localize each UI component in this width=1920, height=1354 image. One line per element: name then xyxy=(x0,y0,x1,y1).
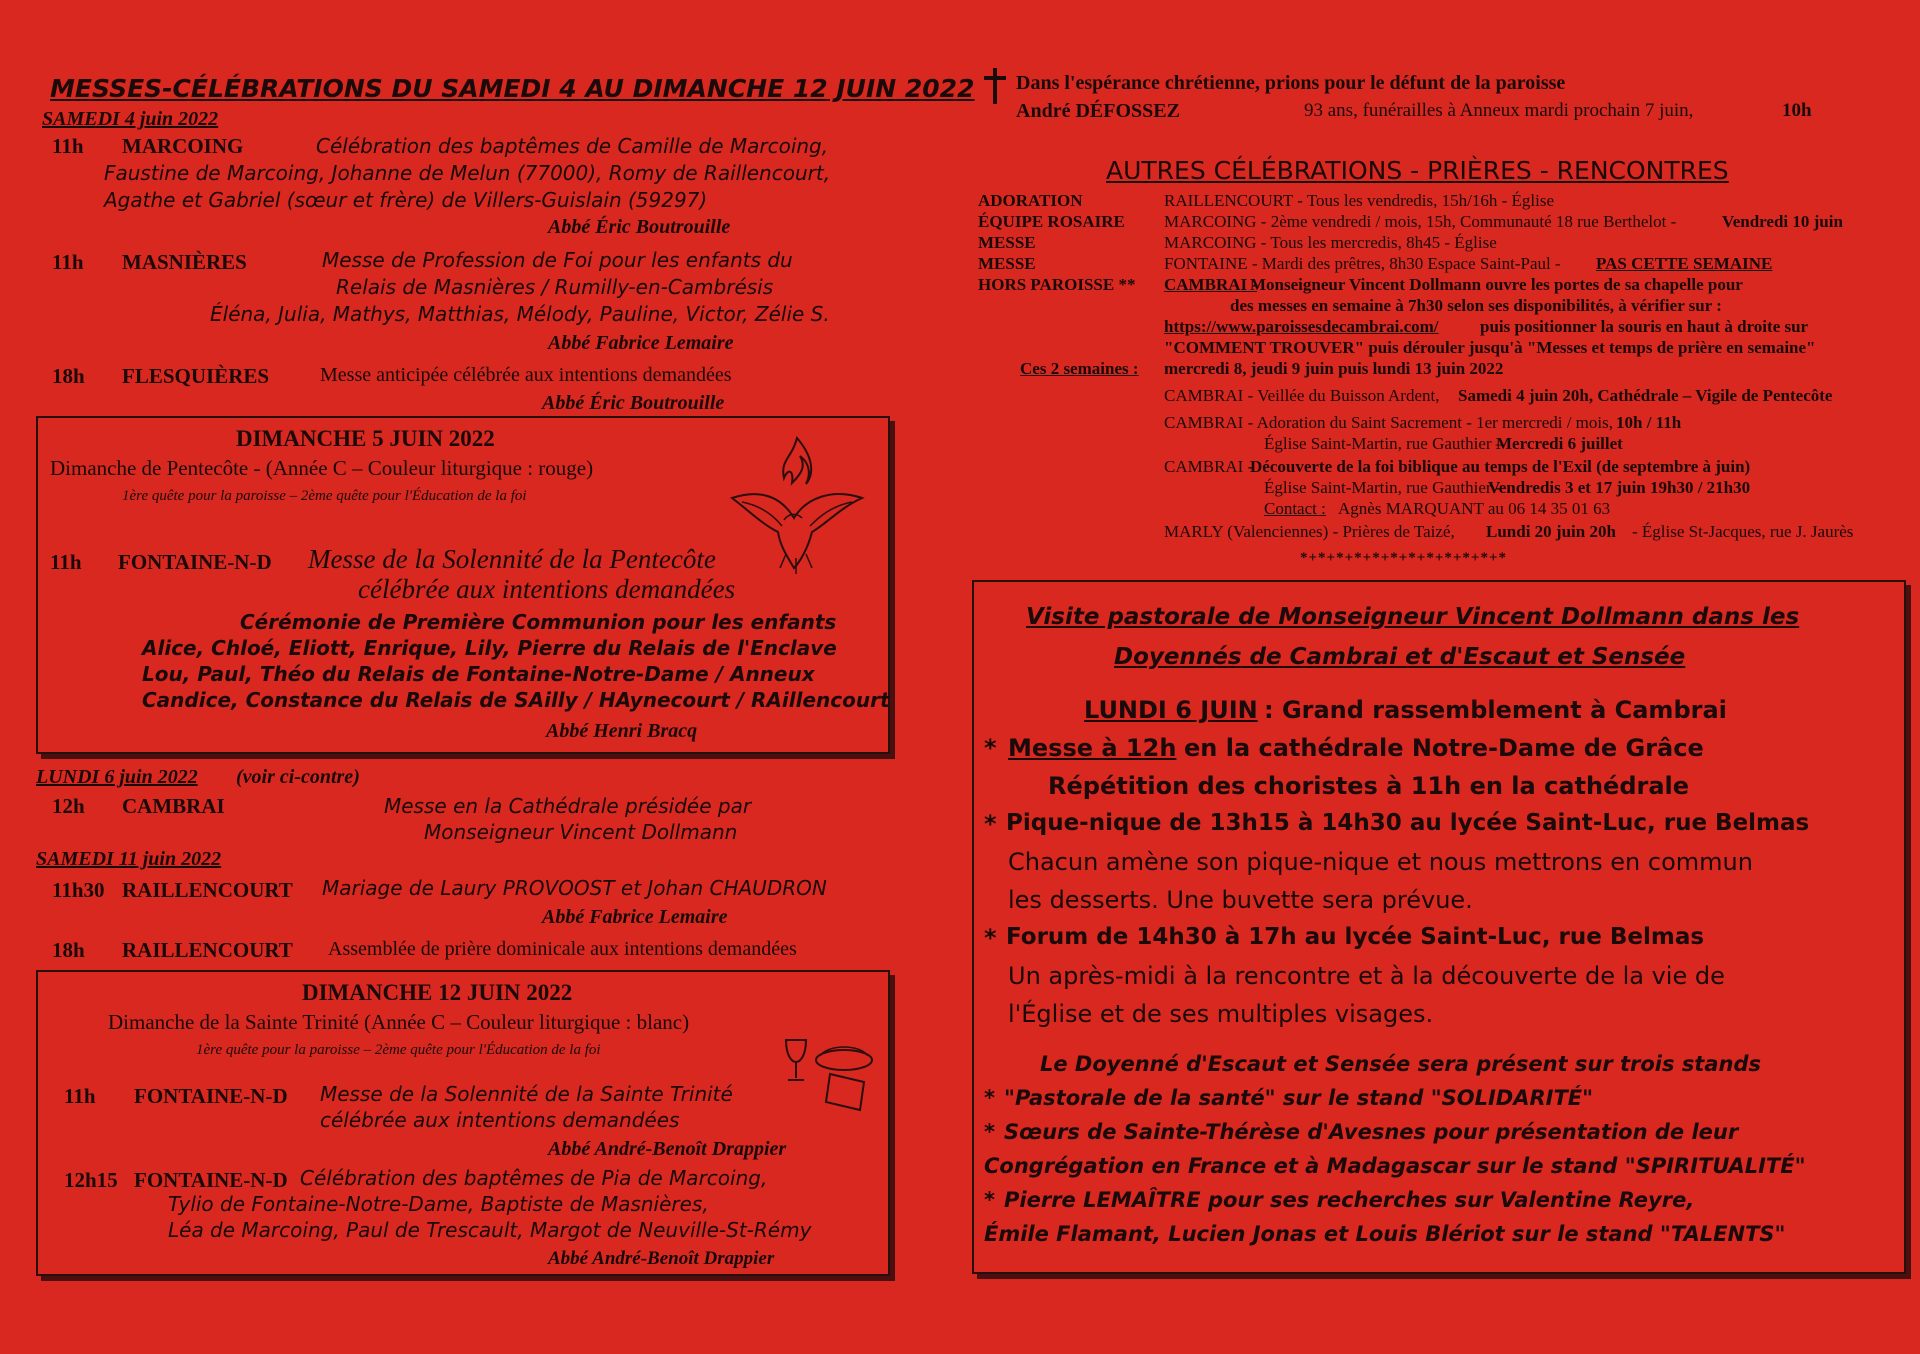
day-heading-sat4: SAMEDI 4 juin 2022 xyxy=(42,108,219,130)
divider-ornament: *+*+*+*+*+*+*+*+*+*+*+* xyxy=(1300,550,1508,566)
bullet: * xyxy=(984,924,997,952)
cambrai-item-bold: Mercredi 6 juillet xyxy=(1496,434,1623,453)
sunday-5-box xyxy=(36,416,890,754)
day-heading-mon6: LUNDI 6 juin 2022 xyxy=(36,766,198,788)
day-note: (voir ci-contre) xyxy=(236,766,360,788)
doyenne-intro: Le Doyenné d'Escaut et Sensée sera présent sur trois stands xyxy=(1040,1052,1762,1076)
cambrai-item: CAMBRAI - xyxy=(1164,457,1254,476)
event-time: 11h xyxy=(50,550,82,574)
event-title: Messe de la Solennité de la Pentecôte xyxy=(308,544,716,574)
box-heading: DIMANCHE 12 JUIN 2022 xyxy=(302,980,573,1005)
priest-name: Abbé Fabrice Lemaire xyxy=(548,332,734,354)
priest-name: Abbé Fabrice Lemaire xyxy=(542,906,728,928)
main-title: MESSES-CÉLÉBRATIONS DU SAMEDI 4 AU DIMANCHE 12 JUIN 2022 xyxy=(50,74,975,103)
event-place: FONTAINE-N-D xyxy=(134,1084,288,1108)
row-label: MESSE xyxy=(978,233,1036,252)
box-subtitle: Dimanche de Pentecôte - (Année C – Couleur liturgique : rouge) xyxy=(50,456,594,480)
event-text: Tylio de Fontaine-Notre-Dame, Baptiste de Masnières, xyxy=(168,1192,709,1216)
sunday-12-box xyxy=(36,970,890,1276)
visite-title: Visite pastorale de Monseigneur Vincent Dollmann dans les xyxy=(1026,604,1800,630)
event-time: 18h xyxy=(52,938,85,962)
visite-text: les desserts. Une buvette sera prévue. xyxy=(1008,886,1473,914)
stand-text: "Pastorale de la santé" sur le stand "SOLIDARITÉ" xyxy=(1004,1086,1594,1110)
cambrai-item-bold: Découverte de la foi biblique au temps de l'Exil (de septembre à juin) xyxy=(1250,457,1751,476)
visite-text: Pique-nique de 13h15 à 14h30 au lycée Saint-Luc, rue Belmas xyxy=(1006,810,1810,836)
hors-text: puis positionner la souris en haut à droite sur xyxy=(1480,317,1809,336)
visite-text: l'Église et de ses multiples visages. xyxy=(1008,1000,1434,1028)
cambrai-item: CAMBRAI - Veillée du Buisson Ardent, xyxy=(1164,386,1440,405)
weeks-label: Ces 2 semaines : xyxy=(1020,359,1139,378)
cambrai-item: CAMBRAI - Adoration du Saint Sacrement - 1er mercredi / mois, xyxy=(1164,413,1613,432)
row-bold: PAS CETTE SEMAINE xyxy=(1596,254,1773,273)
event-time: 11h xyxy=(52,250,84,274)
lundi-date: LUNDI 6 JUIN xyxy=(1084,696,1258,724)
stand-text: Pierre LEMAÎTRE pour ses recherches sur Valentine Reyre, xyxy=(1004,1188,1695,1212)
event-time: 12h xyxy=(52,794,85,818)
row-text: FONTAINE - Mardi des prêtres, 8h30 Espace Saint-Paul - xyxy=(1164,254,1561,273)
cambrai-item-bold: Samedi 4 juin 20h, Cathédrale – Vigile de Pentecôte xyxy=(1458,386,1833,405)
cambrai-item: Église Saint-Martin, rue Gauthier - xyxy=(1264,478,1502,497)
cambrai-item-bold: Lundi 20 juin 20h xyxy=(1486,522,1616,541)
event-place: FONTAINE-N-D xyxy=(118,550,272,574)
day-heading-sat11: SAMEDI 11 juin 2022 xyxy=(36,848,222,870)
chalice-bread-icon xyxy=(780,1034,880,1124)
cambrai-item: Église Saint-Martin, rue Gauthier – xyxy=(1264,434,1505,453)
event-time: 11h xyxy=(52,134,84,158)
event-text: Célébration des baptêmes de Camille de Marcoing, xyxy=(316,134,829,158)
event-time: 12h15 xyxy=(64,1168,118,1192)
event-text: Éléna, Julia, Mathys, Matthias, Mélody, Pauline, Victor, Zélie S. xyxy=(210,302,830,326)
stand-text: Congrégation en France et à Madagascar sur le stand "SPIRITUALITÉ" xyxy=(984,1154,1806,1178)
event-text: Messe de Profession de Foi pour les enfants du xyxy=(322,248,793,272)
cambrai-item: - Église St-Jacques, rue J. Jaurès xyxy=(1632,522,1854,541)
hors-text: mercredi 8, jeudi 9 juin puis lundi 13 juin 2022 xyxy=(1164,359,1504,378)
right-page xyxy=(960,0,1920,1354)
box-subtitle: Dimanche de la Sainte Trinité (Année C – Couleur liturgique : blanc) xyxy=(108,1010,690,1034)
autres-title: AUTRES CÉLÉBRATIONS - PRIÈRES - RENCONTRES xyxy=(1106,156,1729,185)
event-text: Messe de la Solennité de la Sainte Trinité xyxy=(320,1082,733,1106)
bullet: * xyxy=(984,1086,995,1110)
box-heading: DIMANCHE 5 JUIN 2022 xyxy=(236,426,495,451)
dove-flame-icon xyxy=(722,428,872,578)
hors-text: "COMMENT TROUVER" puis dérouler jusqu'à "Messes et temps de prière en semaine" xyxy=(1164,338,1816,357)
lundi-text: : Grand rassemblement à Cambrai xyxy=(1264,696,1727,724)
defunt-intro: Dans l'espérance chrétienne, prions pour le défunt de la paroisse xyxy=(1016,72,1566,94)
bullet: * xyxy=(984,734,997,762)
hors-text: des messes en semaine à 7h30 selon ses disponibilités, à vérifier sur : xyxy=(1230,296,1722,315)
hors-text: Monseigneur Vincent Dollmann ouvre les portes de sa chapelle pour xyxy=(1250,275,1743,294)
visite-box xyxy=(972,580,1906,1274)
row-bold: Vendredi 10 juin xyxy=(1722,212,1843,231)
event-text: Messe anticipée célébrée aux intentions demandées xyxy=(320,364,732,386)
cambrai-item-bold: 10h / 11h xyxy=(1616,413,1682,432)
priest-name: Abbé André-Benoît Drappier xyxy=(548,1248,775,1269)
defunt-name: André DÉFOSSEZ xyxy=(1016,100,1180,122)
cross-icon xyxy=(980,66,1010,106)
priest-name: Abbé André-Benoît Drappier xyxy=(548,1138,787,1160)
event-place: MARCOING xyxy=(122,134,244,158)
contact-text: Agnès MARQUANT au 06 14 35 01 63 xyxy=(1338,499,1611,518)
row-label: ADORATION xyxy=(978,191,1083,210)
event-text: Relais de Masnières / Rumilly-en-Cambrésis xyxy=(336,275,774,299)
event-place: MASNIÈRES xyxy=(122,250,247,274)
row-label: ÉQUIPE ROSAIRE xyxy=(978,212,1125,231)
bullet: * xyxy=(984,810,997,838)
row-text: MARCOING - Tous les mercredis, 8h45 - Église xyxy=(1164,233,1497,252)
event-place: FONTAINE-N-D xyxy=(134,1168,288,1192)
stand-text: Sœurs de Sainte-Thérèse d'Avesnes pour présentation de leur xyxy=(1004,1120,1739,1144)
row-text: RAILLENCOURT - Tous les vendredis, 15h/16h - Église xyxy=(1164,191,1555,210)
event-text: Léa de Marcoing, Paul de Trescault, Margot de Neuville-St-Rémy xyxy=(168,1218,812,1242)
row-label: MESSE xyxy=(978,254,1036,273)
cambrai-item-bold: Vendredis 3 et 17 juin 19h30 / 21h30 xyxy=(1488,478,1751,497)
event-text: Faustine de Marcoing, Johanne de Melun (77000), Romy de Raillencourt, xyxy=(104,161,831,185)
defunt-info: 93 ans, funérailles à Anneux mardi prochain 7 juin, xyxy=(1304,100,1694,121)
collection-note: 1ère quête pour la paroisse – 2ème quête pour l'Éducation de la foi xyxy=(122,488,527,504)
priest-name: Abbé Éric Boutrouille xyxy=(542,392,725,414)
visite-text: en la cathédrale Notre-Dame de Grâce xyxy=(1184,734,1704,762)
event-text: Messe en la Cathédrale présidée par xyxy=(384,794,752,818)
event-text: Lou, Paul, Théo du Relais de Fontaine-Notre-Dame / Anneux xyxy=(142,662,815,686)
event-place: CAMBRAI xyxy=(122,794,225,818)
event-place: RAILLENCOURT xyxy=(122,938,293,962)
event-title: célébrée aux intentions demandées xyxy=(358,574,736,604)
website-link[interactable]: https://www.paroissesdecambrai.com/ xyxy=(1164,317,1439,336)
visite-text: Répétition des choristes à 11h en la cathédrale xyxy=(1048,772,1690,800)
bullet: * xyxy=(984,1120,995,1144)
event-time: 18h xyxy=(52,364,85,388)
priest-name: Abbé Éric Boutrouille xyxy=(548,216,731,238)
event-text: Célébration des baptêmes de Pia de Marcoing, xyxy=(300,1166,768,1190)
event-place: RAILLENCOURT xyxy=(122,878,293,902)
event-time: 11h xyxy=(64,1084,96,1108)
visite-text: Un après-midi à la rencontre et à la découverte de la vie de xyxy=(1008,962,1725,990)
event-text: Candice, Constance du Relais de SAilly / HAynecourt / RAillencourt xyxy=(142,688,890,712)
event-text: Mariage de Laury PROVOOST et Johan CHAUDRON xyxy=(322,876,827,900)
hors-cambrai: CAMBRAI - xyxy=(1164,275,1258,294)
event-text: Assemblée de prière dominicale aux intentions demandées xyxy=(328,938,797,960)
event-text: Agathe et Gabriel (sœur et frère) de Villers-Guislain (59297) xyxy=(104,188,708,212)
event-text: célébrée aux intentions demandées xyxy=(320,1108,680,1132)
event-text: Alice, Chloé, Eliott, Enrique, Lily, Pierre du Relais de l'Enclave xyxy=(142,636,837,660)
defunt-hour: 10h xyxy=(1782,100,1812,121)
visite-title: Doyennés de Cambrai et d'Escaut et Sensée xyxy=(1114,644,1686,670)
collection-note: 1ère quête pour la paroisse – 2ème quête pour l'Éducation de la foi xyxy=(196,1042,601,1058)
row-text: MARCOING - 2ème vendredi / mois, 15h, Communauté 18 rue Berthelot - xyxy=(1164,212,1677,231)
event-place: FLESQUIÈRES xyxy=(122,364,270,388)
event-text: Monseigneur Vincent Dollmann xyxy=(424,820,738,844)
visite-text: Chacun amène son pique-nique et nous mettrons en commun xyxy=(1008,848,1753,876)
event-text: Cérémonie de Première Communion pour les enfants xyxy=(240,610,837,634)
priest-name: Abbé Henri Bracq xyxy=(546,720,698,742)
messe-time: Messe à 12h xyxy=(1008,734,1177,762)
bullet: * xyxy=(984,1188,995,1212)
row-label: HORS PAROISSE ** xyxy=(978,275,1136,294)
event-time: 11h30 xyxy=(52,878,105,902)
contact-label: Contact : xyxy=(1264,499,1326,518)
cambrai-item: MARLY (Valenciennes) - Prières de Taizé, xyxy=(1164,522,1455,541)
visite-text: Forum de 14h30 à 17h au lycée Saint-Luc, rue Belmas xyxy=(1006,924,1705,950)
stand-text: Émile Flamant, Lucien Jonas et Louis Blériot sur le stand "TALENTS" xyxy=(984,1222,1786,1246)
